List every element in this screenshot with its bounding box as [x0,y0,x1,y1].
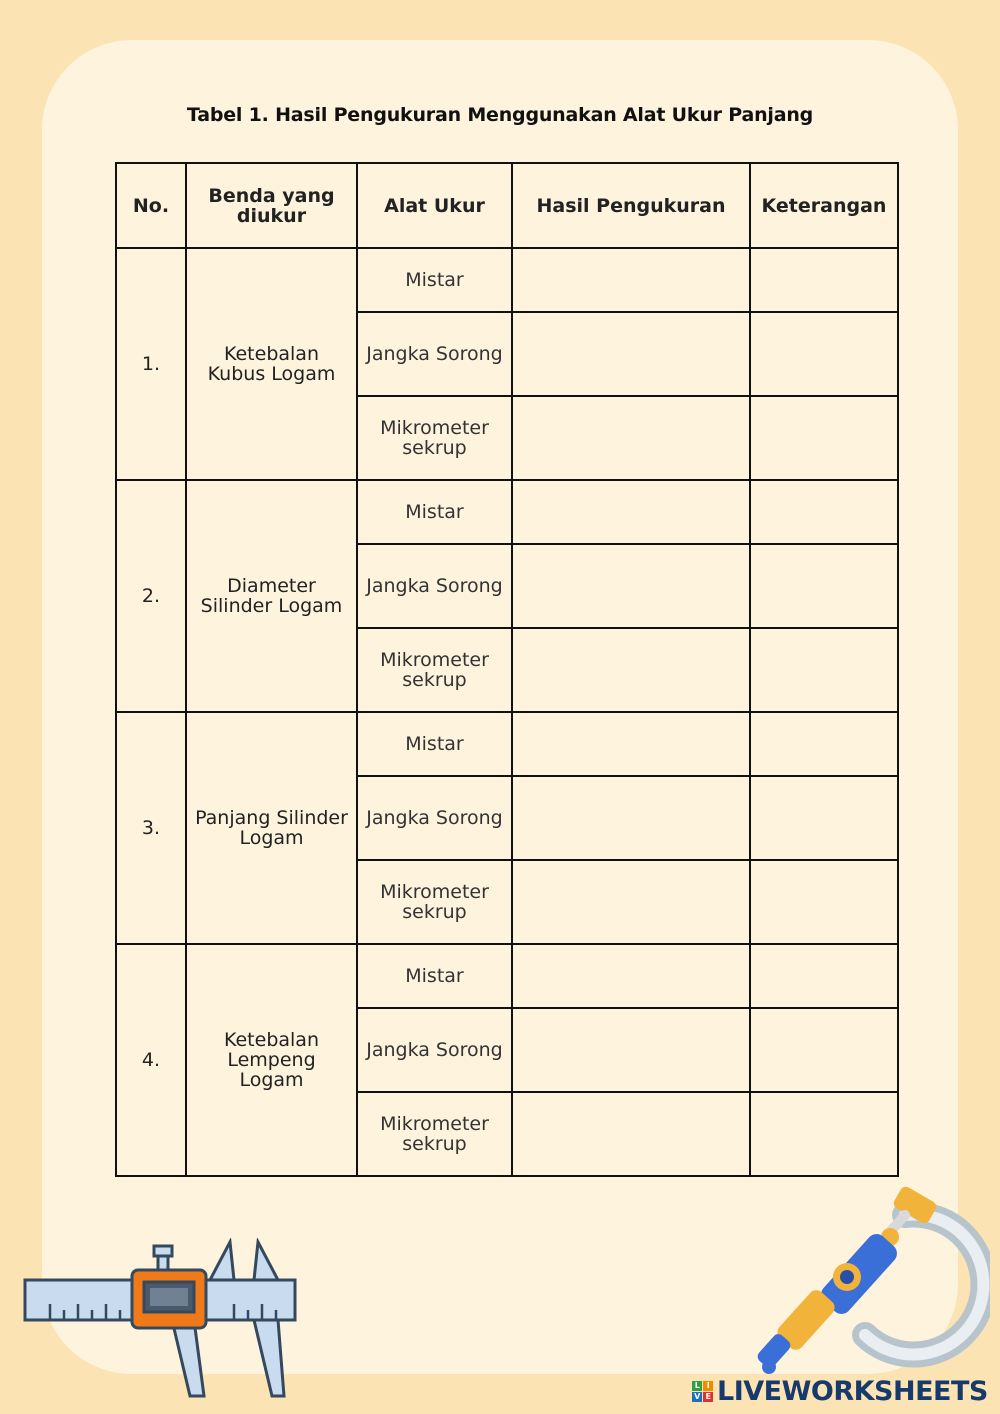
result-cell[interactable] [512,396,750,480]
header-no: No. [116,163,186,248]
row-tool: Mistar [357,248,512,312]
row-tool: Mikrometer sekrup [357,1092,512,1176]
result-cell[interactable] [512,544,750,628]
liveworksheets-logo-icon: L I V E [692,1381,713,1402]
table-row [116,248,898,312]
notes-cell[interactable] [750,544,898,628]
row-number: 1. [116,248,186,480]
notes-cell[interactable] [750,628,898,712]
result-cell[interactable] [512,248,750,312]
notes-cell[interactable] [750,396,898,480]
row-tool: Jangka Sorong [357,776,512,860]
row-tool: Mistar [357,480,512,544]
result-cell[interactable] [512,776,750,860]
micrometer-icon [755,1185,990,1385]
header-tool: Alat Ukur [357,163,512,248]
table-row [116,944,898,1008]
table-header-row [116,163,898,248]
notes-cell[interactable] [750,860,898,944]
result-cell[interactable] [512,944,750,1008]
result-cell[interactable] [512,1008,750,1092]
notes-cell[interactable] [750,1008,898,1092]
row-tool: Jangka Sorong [357,1008,512,1092]
row-number: 4. [116,944,186,1176]
row-object: Panjang Silinder Logam [186,712,357,944]
header-object: Benda yang diukur [186,163,357,248]
result-cell[interactable] [512,860,750,944]
notes-cell[interactable] [750,248,898,312]
notes-cell[interactable] [750,712,898,776]
table-title: Tabel 1. Hasil Pengukuran Menggunakan Alat Ukur Panjang [186,104,814,126]
measurement-table [115,162,899,1177]
result-cell[interactable] [512,712,750,776]
row-tool: Mikrometer sekrup [357,628,512,712]
row-tool: Jangka Sorong [357,544,512,628]
notes-cell[interactable] [750,944,898,1008]
row-tool: Mistar [357,944,512,1008]
row-number: 3. [116,712,186,944]
row-object: Ketebalan Kubus Logam [186,248,357,480]
row-tool: Jangka Sorong [357,312,512,396]
row-number: 2. [116,480,186,712]
row-tool: Mikrometer sekrup [357,860,512,944]
liveworksheets-logo[interactable] [692,1376,988,1407]
row-tool: Mistar [357,712,512,776]
notes-cell[interactable] [750,1092,898,1176]
table-row [116,712,898,776]
result-cell[interactable] [512,1092,750,1176]
notes-cell[interactable] [750,480,898,544]
row-tool: Mikrometer sekrup [357,396,512,480]
result-cell[interactable] [512,628,750,712]
header-notes: Keterangan [750,163,898,248]
notes-cell[interactable] [750,312,898,396]
brand-text: LIVEWORKSHEETS [717,1376,988,1407]
result-cell[interactable] [512,480,750,544]
notes-cell[interactable] [750,776,898,860]
row-object: Ketebalan Lempeng Logam [186,944,357,1176]
result-cell[interactable] [512,312,750,396]
vernier-caliper-icon [22,1238,302,1400]
table-row [116,480,898,544]
row-object: Diameter Silinder Logam [186,480,357,712]
header-result: Hasil Pengukuran [512,163,750,248]
